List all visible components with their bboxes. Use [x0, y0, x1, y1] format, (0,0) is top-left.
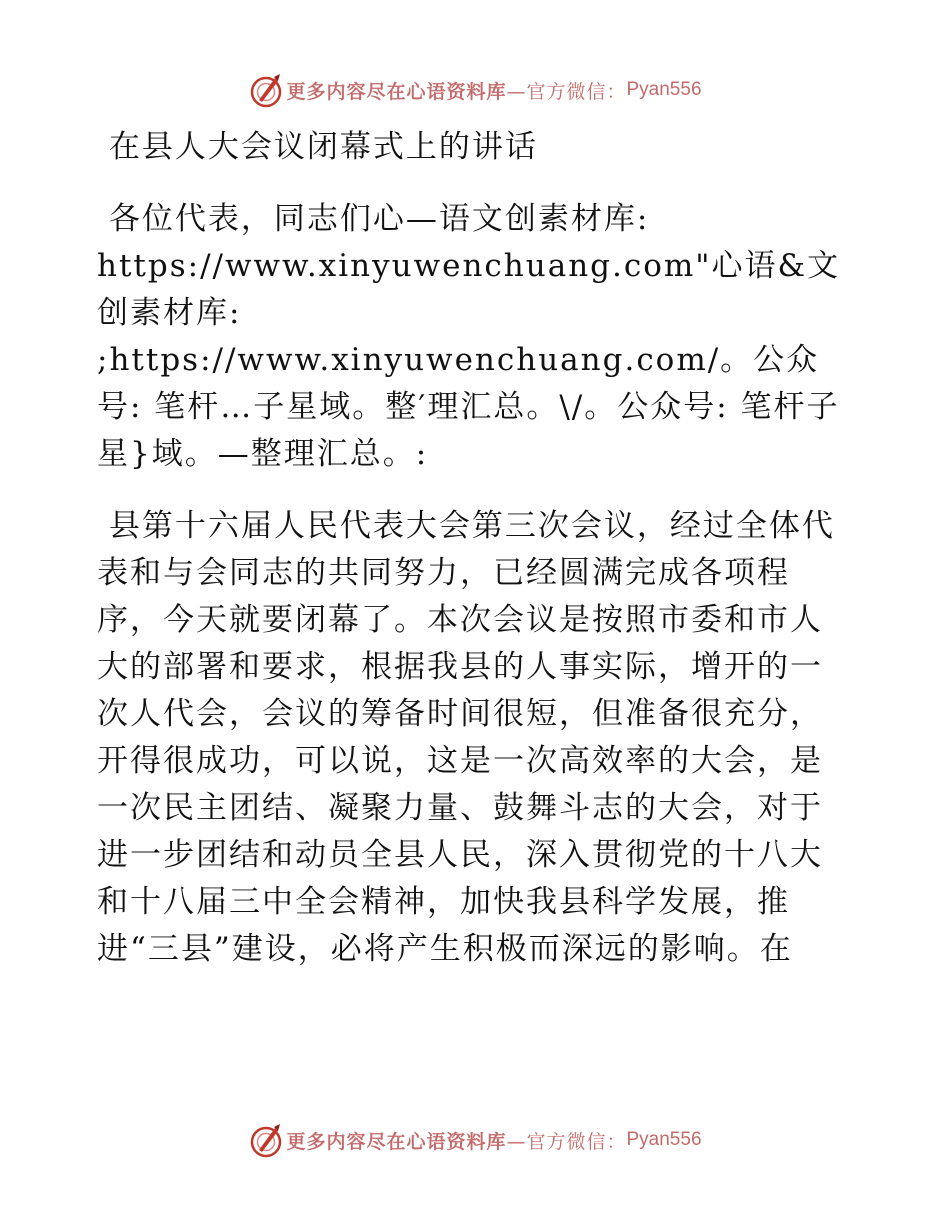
- banner-wechat-label: —官方微信：: [506, 1130, 627, 1153]
- banner-main-text: 更多内容尽在心语资料库: [286, 80, 507, 103]
- banner-wechat-id: Pyan556: [626, 79, 702, 100]
- red-quill-logo-icon: [248, 1122, 284, 1158]
- banner-wechat-id: Pyan556: [626, 1129, 702, 1150]
- paragraph-greeting: 各位代表，同志们心—语文创素材库: https://www.xinyuwenchuang.com"心语&文创素材库: ;https://www.xinyuwenchuang.com/。公众号: 笔杆…子星域。整′理汇总。\/。公众号: 笔杆子星}域。—整理汇总。:: [97, 201, 841, 472]
- footer-banner: [0, 1120, 950, 1160]
- paragraph-body: 县第十六届人民代表大会第三次会议，经过全体代表和与会同志的共同努力，已经圆满完成各项程序，今天就要闭幕了。本次会议是按照市委和市人大的部署和要求，根据我县的人事实际，增开的一次人代会，会议的筹备时间很短，但准备很充分，开得很成功，可以说，这是一次高效率的大会，是一次民主团结、凝聚力量、鼓舞斗志的大会，对于进一步团结和动员全县人民，深入贯彻党的十八大和十八届三中全会精神，加快我县科学发展，推进“三县”建设，必将产生积极而深远的影响。在: [97, 508, 835, 967]
- banner-wechat-label: —官方微信：: [506, 80, 627, 103]
- header-banner: [0, 70, 950, 110]
- banner-main-text: 更多内容尽在心语资料库: [286, 1130, 507, 1153]
- document-title: 在县人大会议闭幕式上的讲话: [97, 129, 538, 165]
- red-quill-logo-icon: [248, 72, 284, 108]
